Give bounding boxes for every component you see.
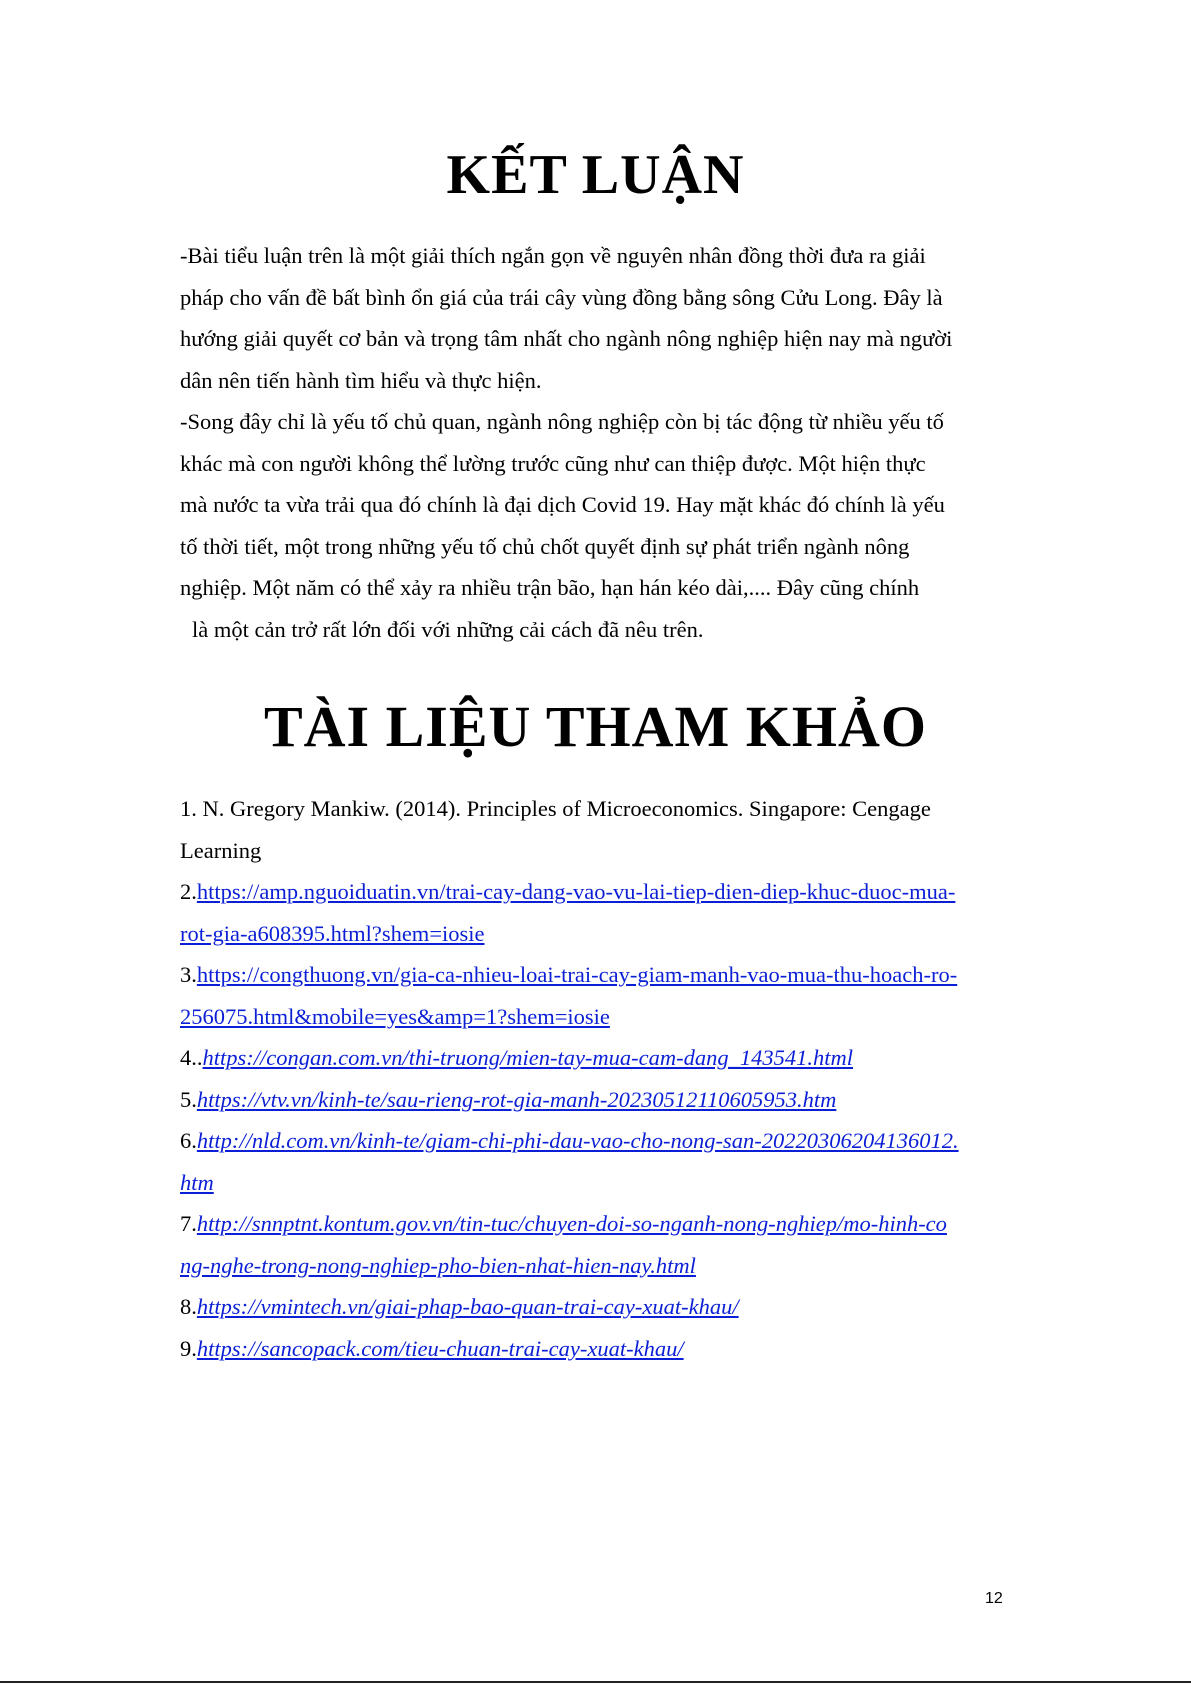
reference-number: 4.. — [180, 1045, 203, 1070]
reference-8 — [180, 1286, 1030, 1328]
reference-4-link[interactable]: https://congan.com.vn/thi-truong/mien-tay-mua-cam-dang_143541.html — [202, 1045, 854, 1070]
paragraph-line: -Song đây chỉ là yếu tố chủ quan, ngành nông nghiệp còn bị tác động từ nhiều yếu tố — [180, 409, 944, 434]
references-heading: TÀI LIỆU THAM KHẢO — [263, 694, 928, 759]
paragraph-line: mà nước ta vừa trải qua đó chính là đại dịch Covid 19. Hay mặt khác đó chính là yếu — [180, 492, 945, 517]
reference-2 — [180, 871, 1030, 913]
paragraph-line: khác mà con người không thể lường trước cũng như can thiệp được. Một hiện thực — [180, 450, 926, 476]
reference-1: 1. N. Gregory Mankiw. (2014). Principles of Microeconomics. Singapore: Cengage — [180, 796, 931, 821]
reference-6-link[interactable]: http://nld.com.vn/kinh-te/giam-chi-phi-dau-vao-cho-nong-san-20220306204136012. — [196, 1128, 959, 1153]
paragraph-line: pháp cho vấn đề bất bình ổn giá của trái cây vùng đồng bằng sông Cửu Long. Đây là — [180, 284, 943, 310]
reference-7-link-continued[interactable]: ng-nghe-trong-nong-nghiep-pho-bien-nhat-hien-nay.html — [180, 1252, 696, 1278]
reference-7-link[interactable]: http://snnptnt.kontum.gov.vn/tin-tuc/chuyen-doi-so-nganh-nong-nghiep/mo-hinh-co — [196, 1211, 947, 1236]
reference-8-link[interactable]: https://vmintech.vn/giai-phap-bao-quan-trai-cay-xuat-khau/ — [196, 1294, 739, 1319]
reference-6 — [180, 1120, 1030, 1162]
conclusion-paragraph-2 — [180, 401, 1030, 650]
page-number: 12 — [985, 1590, 1003, 1607]
reference-6-continued — [180, 1162, 1030, 1204]
reference-2-link[interactable]: https://amp.nguoiduatin.vn/trai-cay-dang-vao-vu-lai-tiep-dien-diep-khuc-duoc-mua- — [196, 879, 956, 904]
conclusion-paragraph-1 — [180, 235, 1030, 401]
paragraph-line: tố thời tiết, một trong những yếu tố chủ chốt quyết định sự phát triển ngành nông — [180, 533, 910, 559]
page-bottom-divider — [0, 1681, 1191, 1683]
paragraph-line: là một cản trở rất lớn đối với những cải cách đã nêu trên. — [192, 616, 704, 642]
reference-4 — [180, 1037, 1030, 1079]
paragraph-line: -Bài tiểu luận trên là một giải thích ngắn gọn về nguyên nhân đồng thời đưa ra giải — [180, 243, 926, 268]
reference-number: 9. — [180, 1335, 197, 1361]
reference-number: 3. — [180, 962, 197, 987]
reference-3-link-continued[interactable]: 256075.html&mobile=yes&amp=1?shem=iosie — [180, 1003, 610, 1029]
paragraph-line: dân nên tiến hành tìm hiểu và thực hiện. — [180, 367, 542, 393]
reference-7-continued — [180, 1245, 1030, 1287]
reference-number: 7. — [180, 1211, 197, 1236]
reference-number: 8. — [180, 1294, 197, 1319]
reference-2-link-continued[interactable]: rot-gia-a608395.html?shem=iosie — [180, 920, 485, 946]
reference-3-continued — [180, 996, 1030, 1038]
reference-9 — [180, 1328, 1030, 1370]
reference-2-continued — [180, 913, 1030, 955]
conclusion-heading: KẾT LUẬN — [446, 144, 745, 206]
reference-5 — [180, 1079, 1030, 1121]
references-list — [180, 788, 1030, 1369]
paragraph-line: hướng giải quyết cơ bản và trọng tâm nhất cho ngành nông nghiệp hiện nay mà người — [180, 326, 953, 351]
paragraph-line: nghiệp. Một năm có thể xảy ra nhiều trận bão, hạn hán kéo dài,.... Đây cũng chính — [180, 575, 920, 600]
reference-6-link-continued[interactable]: htm — [180, 1169, 214, 1195]
reference-7 — [180, 1203, 1030, 1245]
reference-5-link[interactable]: https://vtv.vn/kinh-te/sau-rieng-rot-gia-manh-20230512110605953.htm — [196, 1086, 837, 1112]
reference-1-continued: Learning — [180, 837, 262, 863]
reference-number: 2. — [180, 879, 197, 904]
reference-3 — [180, 954, 1030, 996]
reference-number: 5. — [180, 1086, 197, 1112]
reference-9-link[interactable]: https://sancopack.com/tieu-chuan-trai-cay-xuat-khau/ — [196, 1335, 684, 1361]
reference-number: 6. — [180, 1128, 197, 1153]
reference-3-link[interactable]: https://congthuong.vn/gia-ca-nhieu-loai-trai-cay-giam-manh-vao-mua-thu-hoach-ro- — [196, 962, 958, 987]
